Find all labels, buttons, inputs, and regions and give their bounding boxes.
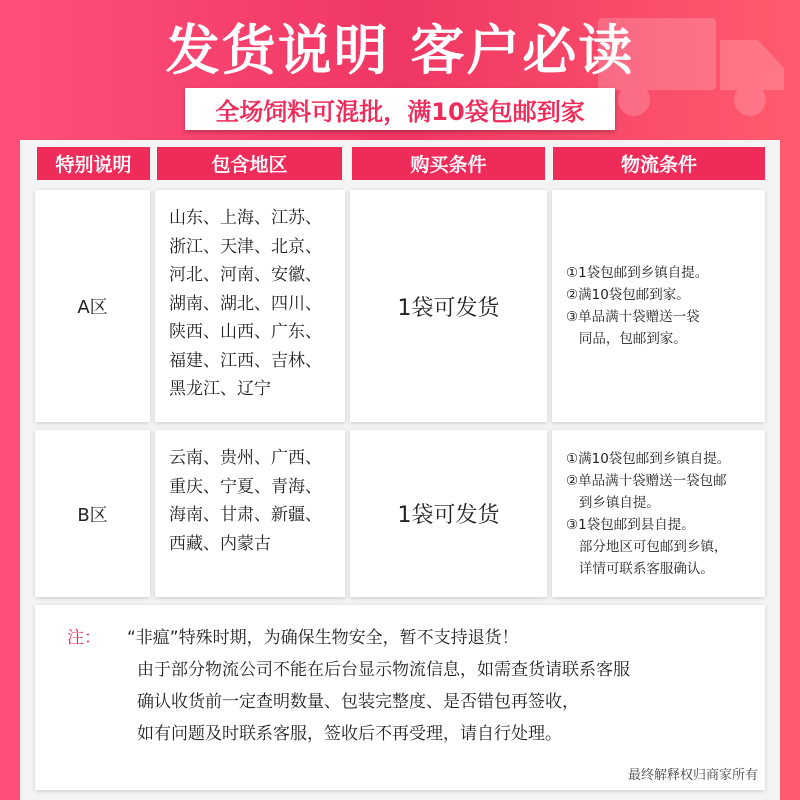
- zone-b-purchase: [350, 430, 547, 597]
- logistics-line: 同品，包邮到家。: [566, 331, 687, 347]
- zone-a-logistics: [552, 190, 765, 422]
- region-line: 陕西、山西、广东、: [169, 322, 322, 342]
- zone-a-purchase: [350, 190, 547, 422]
- zone-b-cell: [35, 430, 150, 597]
- region-line: 云南、贵州、广西、: [169, 448, 322, 468]
- region-line: 黑龙江、辽宁: [169, 379, 271, 399]
- zone-a-regions: [155, 190, 345, 422]
- zone-b-regions: [155, 430, 345, 597]
- subtitle-text: 全场饲料可混批，满10袋包邮到家: [215, 97, 585, 126]
- logistics-line: ③1袋包邮到县自提。: [566, 516, 695, 533]
- logistics-line: ③单品满十袋赠送一袋: [566, 309, 700, 325]
- zone-b-logistics: [552, 430, 765, 597]
- logistics-line: 到乡镇自提。: [566, 494, 660, 511]
- logistics-line: 详情可联系客服确认。: [566, 560, 714, 577]
- zone-b-label: B区: [77, 504, 108, 526]
- note-line: 确认收货前一定查明数量、包装完整度、是否错包再签收，: [137, 692, 579, 712]
- logistics-line: ②满10袋包邮到家。: [566, 287, 690, 303]
- region-line: 西藏、内蒙古: [169, 533, 271, 554]
- region-line: 重庆、宁夏、青海、: [169, 476, 322, 497]
- notes-label: 注：: [67, 628, 101, 648]
- zone-a-label: A区: [77, 297, 108, 318]
- header-special-note: 特别说明: [37, 147, 150, 180]
- footer-disclaimer: 最终解释权归商家所有: [627, 768, 758, 783]
- header-regions: 包含地区: [157, 147, 342, 180]
- purchase-text: 1袋可发货: [397, 295, 500, 321]
- subtitle-box: [185, 88, 615, 130]
- header-logistics-condition: 物流条件: [553, 147, 765, 180]
- purchase-text: 1袋可发货: [397, 503, 500, 528]
- header-purchase-condition: 购买条件: [352, 147, 545, 180]
- banner-title: 发货说明 客户必读: [165, 19, 635, 82]
- region-line: 河北、河南、安徽、: [169, 265, 322, 285]
- logistics-line: ①1袋包邮到乡镇自提。: [566, 265, 709, 281]
- region-line: 海南、甘肃、新疆、: [169, 505, 322, 525]
- region-line: 山东、上海、江苏、: [169, 208, 322, 228]
- zone-a-cell: [35, 190, 150, 422]
- region-line: 福建、江西、吉林、: [169, 350, 322, 371]
- logistics-line: ①满10袋包邮到乡镇自提。: [566, 450, 731, 467]
- note-line: 如有问题及时联系客服，签收后不再受理，请自行处理。: [137, 724, 562, 744]
- note-line: “非瘟”特殊时期，为确保生物安全，暂不支持退货！: [127, 628, 519, 648]
- region-line: 浙江、天津、北京、: [169, 236, 322, 257]
- note-line: 由于部分物流公司不能在后台显示物流信息，如需查货请联系客服: [137, 660, 630, 680]
- region-line: 湖南、湖北、四川、: [169, 293, 322, 314]
- logistics-line: ②单品满十袋赠送一袋包邮: [566, 472, 727, 489]
- notes-box: [35, 605, 765, 790]
- logistics-line: 部分地区可包邮到乡镇，: [566, 538, 728, 555]
